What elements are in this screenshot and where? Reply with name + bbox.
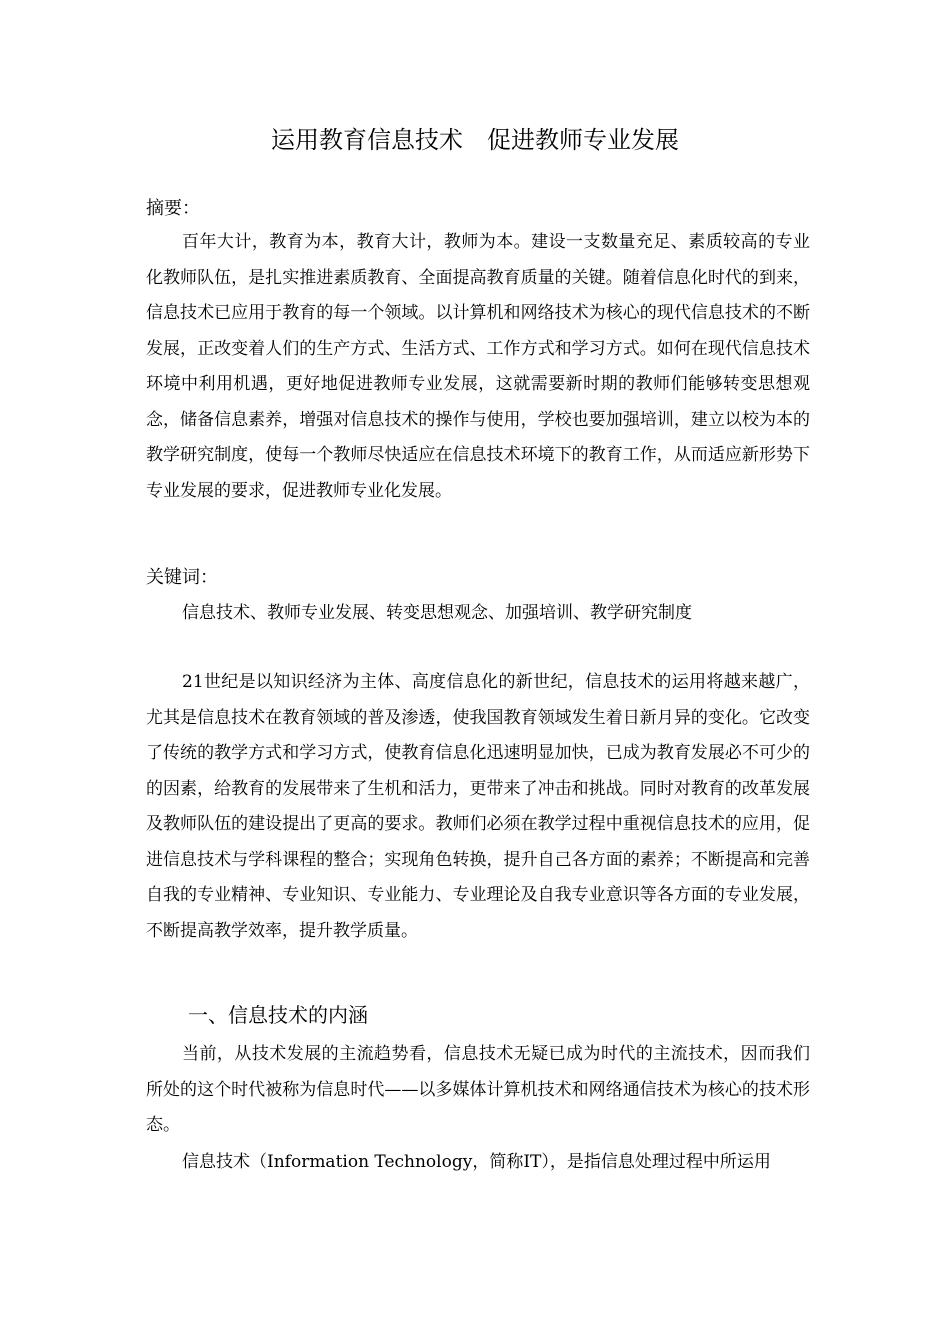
section-heading-1: 一、信息技术的内涵 <box>188 1003 368 1027</box>
section1-paragraph-2: 信息技术（Information Technology，简称IT），是指信息处理过程中所运用 <box>182 1152 771 1172</box>
document-title: 运用教育信息技术 促进教师专业发展 <box>271 126 679 154</box>
keywords-text: 信息技术、教师专业发展、转变思想观念、加强培训、教学研究制度 <box>182 603 692 623</box>
abstract-paragraph: 百年大计，教育为本，教育大计，教师为本。建设一支数量充足、素质较高的专业化教师队伍，是扎实推进素质教育、全面提高教育质量的关键。随着信息化时代的到来，信息技术已应用于教育的每一个领域。以计算机和网络技术为核心的现代信息技术的不断发展，正改变着人们的生产方式、生活方式、工作方式和学习方式。如何在现代信息技术环境中利用机遇，更好地促进教师专业发展，这就需要新时期的教师们能够转变思想观念，储备信息素养，增强对信息技术的操作与使用，学校也要加强培训，建立以校为本的教学研究制度，使每一个教师尽快适应在信息技术环境下的教育工作，从而适应新形势下专业发展的要求，促进教师专业化发展。 <box>146 232 810 501</box>
section1-paragraph-1: 当前，从技术发展的主流趋势看，信息技术无疑已成为时代的主流技术，因而我们所处的这个时代被称为信息时代——以多媒体计算机技术和网络通信技术为核心的技术形态。 <box>146 1044 810 1135</box>
intro-paragraph: 21世纪是以知识经济为主体、高度信息化的新世纪，信息技术的运用将越来越广，尤其是信息技术在教育领域的普及渗透，使我国教育领域发生着日新月异的变化。它改变了传统的教学方式和学习方式，使教育信息化迅速明显加快，已成为教育发展必不可少的的因素，给教育的发展带来了生机和活力，更带来了冲击和挑战。同时对教育的改革发展及教师队伍的建设提出了更高的要求。教师们必须在教学过程中重视信息技术的应用，促进信息技术与学科课程的整合；实现角色转换，提升自己各方面的素养；不断提高和完善自我的专业精神、专业知识、专业能力、专业理论及自我专业意识等各方面的专业发展，不断提高教学效率，提升教学质量。 <box>146 672 810 941</box>
abstract-heading: 摘要： <box>146 198 200 219</box>
keywords-heading: 关键词： <box>146 567 218 588</box>
